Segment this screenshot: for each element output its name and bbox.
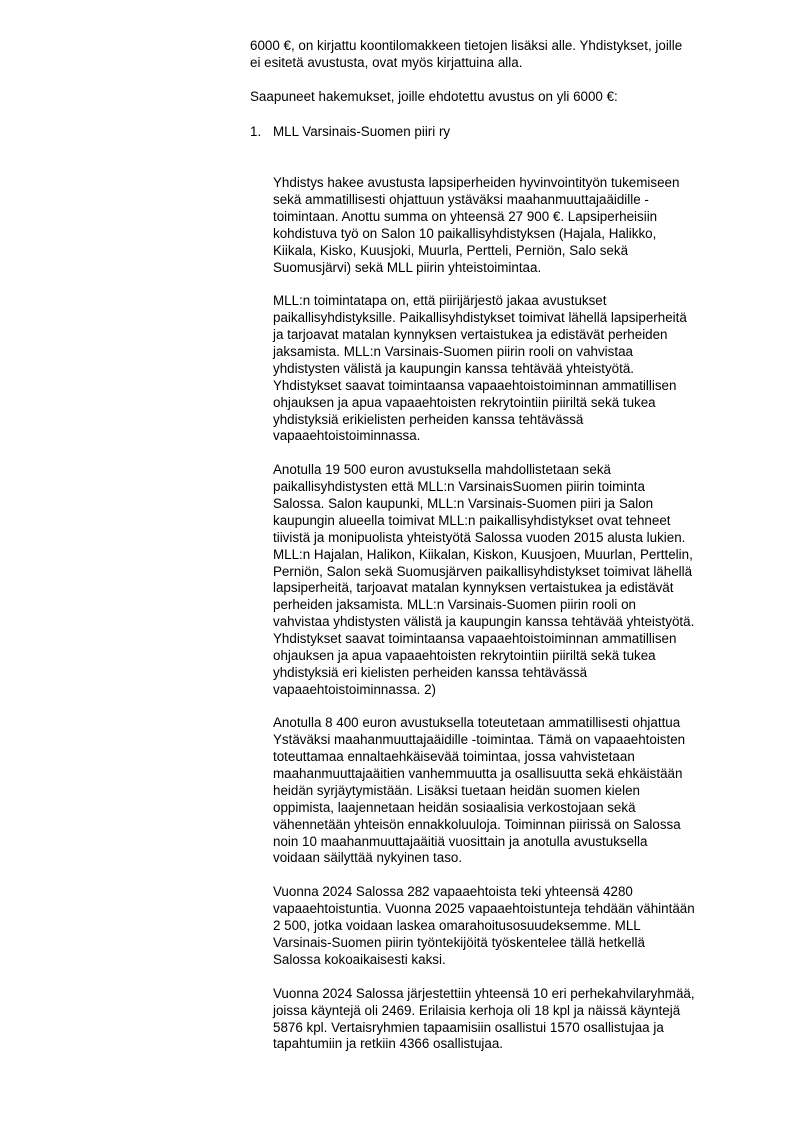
- text-line: Yhdistys hakee avustusta lapsiperheiden hyvinvointityön tukemiseen: [273, 175, 680, 190]
- text-line: toimintaan. Anottu summa on yhteensä 27 900 €. Lapsiperheisiin: [273, 209, 658, 224]
- text-line: joissa käyntejä oli 2469. Erilaisia kerhoja oli 18 kpl ja näissä käyntejä: [273, 1003, 681, 1018]
- text-line: Vuonna 2024 Salossa 282 vapaaehtoista teki yhteensä 4280: [273, 884, 633, 899]
- text-line: Ystäväksi maahanmuuttajaäidille -toimintaa. Tämä on vapaaehtoisten: [273, 732, 686, 747]
- text-line: Perniön, Salon sekä Suomusjärven paikallisyhdistykset toimivat lähellä: [273, 564, 693, 579]
- text-line: vapaaehtoistuntia. Vuonna 2025 vapaaehtoistunteja tehdään vähintään: [273, 901, 695, 916]
- list-item-title: MLL Varsinais-Suomen piiri ry: [273, 124, 451, 139]
- text-line: sekä ammatillisesti ohjattuun ystäväksi maahanmuuttajaäidille -: [273, 192, 649, 207]
- text-line: Salossa kokoaikaisesti kaksi.: [273, 952, 446, 967]
- text-line: lapsiperheitä, tarjoavat matalan kynnyksen vertaistukea ja edistävät: [273, 580, 674, 595]
- text-line: MLL:n Hajalan, Halikon, Kiikalan, Kiskon, Kuusjoen, Muurlan, Perttelin,: [273, 547, 693, 562]
- text-line: yhdistyksiä erikielisten perheiden kanssa tehtävässä: [273, 412, 584, 427]
- text-line: ja tarjoavat matalan kynnyksen vertaistukea ja edistävät perheiden: [273, 327, 668, 342]
- text-line: noin 10 maahanmuuttajaäitiä vuosittain ja anotulla avustuksella: [273, 834, 648, 849]
- text-line: 5876 kpl. Vertaisryhmien tapaamisiin osallistui 1570 osallistujaa ja: [273, 1020, 664, 1035]
- text-line: perheiden jaksamista. MLL:n Varsinais-Suomen piirin rooli on: [273, 597, 636, 612]
- text-line: ohjauksen ja apua vapaaehtoisten rekrytointiin piiriltä sekä tukea: [273, 395, 656, 410]
- text-line: vahvistaa yhdistysten välistä ja kaupungin kanssa tehtävää yhteistyötä.: [273, 614, 695, 629]
- text-line: Yhdistykset saavat toimintaansa vapaaehtoistoiminnan ammatillisen: [273, 631, 677, 646]
- text-line: kohdistuva työ on Salon 10 paikallisyhdistyksen (Hajala, Halikko,: [273, 226, 657, 241]
- text-line: Salossa. Salon kaupunki, MLL:n Varsinais-Suomen piiri ja Salon: [273, 496, 654, 511]
- text-line: vähennetään yhteisön ennakkoluuloja. Toiminnan piirissä on Salossa: [273, 817, 681, 832]
- intro-line-2: ei esitetä avustusta, ovat myös kirjattuina alla.: [250, 55, 523, 70]
- text-line: yhdistyksiä eri kielisten perheiden kanssa tehtävässä: [273, 665, 588, 680]
- text-line: yhdistysten välistä ja kaupungin kanssa tehtävää yhteistyötä.: [273, 361, 635, 376]
- text-line: vapaaehtoistoiminnassa.: [273, 428, 421, 443]
- text-line: voidaan säilyttää nykyinen taso.: [273, 850, 463, 865]
- text-line: MLL:n toimintatapa on, että piirijärjestö jakaa avustukset: [273, 293, 607, 308]
- text-line: Varsinais-Suomen piirin työntekijöitä työskentelee tällä hetkellä: [273, 935, 645, 950]
- text-line: heidän syrjäytymistään. Lisäksi tuetaan heidän suomen kielen: [273, 783, 640, 798]
- text-line: Anotulla 8 400 euron avustuksella toteutetaan ammatillisesti ohjattua: [273, 715, 681, 730]
- text-line: toteuttamaa ennaltaehkäisevää toimintaa, jossa vahvistetaan: [273, 749, 635, 764]
- text-line: Yhdistykset saavat toimintaansa vapaaehtoistoiminnan ammatillisen: [273, 378, 677, 393]
- text-line: Kiikala, Kisko, Kuusjoki, Muurla, Pertteli, Perniön, Salo sekä: [273, 243, 629, 258]
- list-item-number: 1.: [250, 124, 262, 139]
- text-line: kaupungin alueella toimivat MLL:n paikallisyhdistykset ovat tehneet: [273, 513, 671, 528]
- text-line: Vuonna 2024 Salossa järjestettiin yhteensä 10 eri perhekahvilaryhmää,: [273, 986, 695, 1001]
- text-line: paikallisyhdistysten että MLL:n VarsinaisSuomen piirin toiminta: [273, 479, 645, 494]
- text-line: Suomusjärvi) sekä MLL piirin yhteistoimintaa.: [273, 260, 542, 275]
- text-line: maahanmuuttajaäitien vanhemmuutta ja osallisuutta sekä ehkäistään: [273, 766, 683, 781]
- text-line: paikallisyhdistyksille. Paikallisyhdistykset toimivat lähellä lapsiperheitä: [273, 310, 687, 325]
- text-line: jaksamista. MLL:n Varsinais-Suomen piirin rooli on vahvistaa: [273, 344, 633, 359]
- intro-line-1: 6000 €, on kirjattu koontilomakkeen tietojen lisäksi alle. Yhdistykset, joille: [250, 38, 683, 53]
- section-heading: Saapuneet hakemukset, joille ehdotettu avustus on yli 6000 €:: [250, 89, 618, 104]
- text-line: tapahtumiin ja retkiin 4366 osallistujaa.: [273, 1036, 504, 1051]
- text-line: 2 500, jotka voidaan laskea omarahoitusosuudeksemme. MLL: [273, 918, 641, 933]
- text-line: oppimista, laajennetaan heidän sosiaalisia verkostojaan sekä: [273, 800, 636, 815]
- text-line: Anotulla 19 500 euron avustuksella mahdollistetaan sekä: [273, 462, 611, 477]
- text-line: vapaaehtoistoiminnassa. 2): [273, 682, 437, 697]
- text-line: ohjauksen ja apua vapaaehtoisten rekrytointiin piiriltä sekä tukea: [273, 648, 656, 663]
- text-line: tiivistä ja monipuolista yhteistyötä Salossa vuoden 2015 alusta lukien.: [273, 530, 686, 545]
